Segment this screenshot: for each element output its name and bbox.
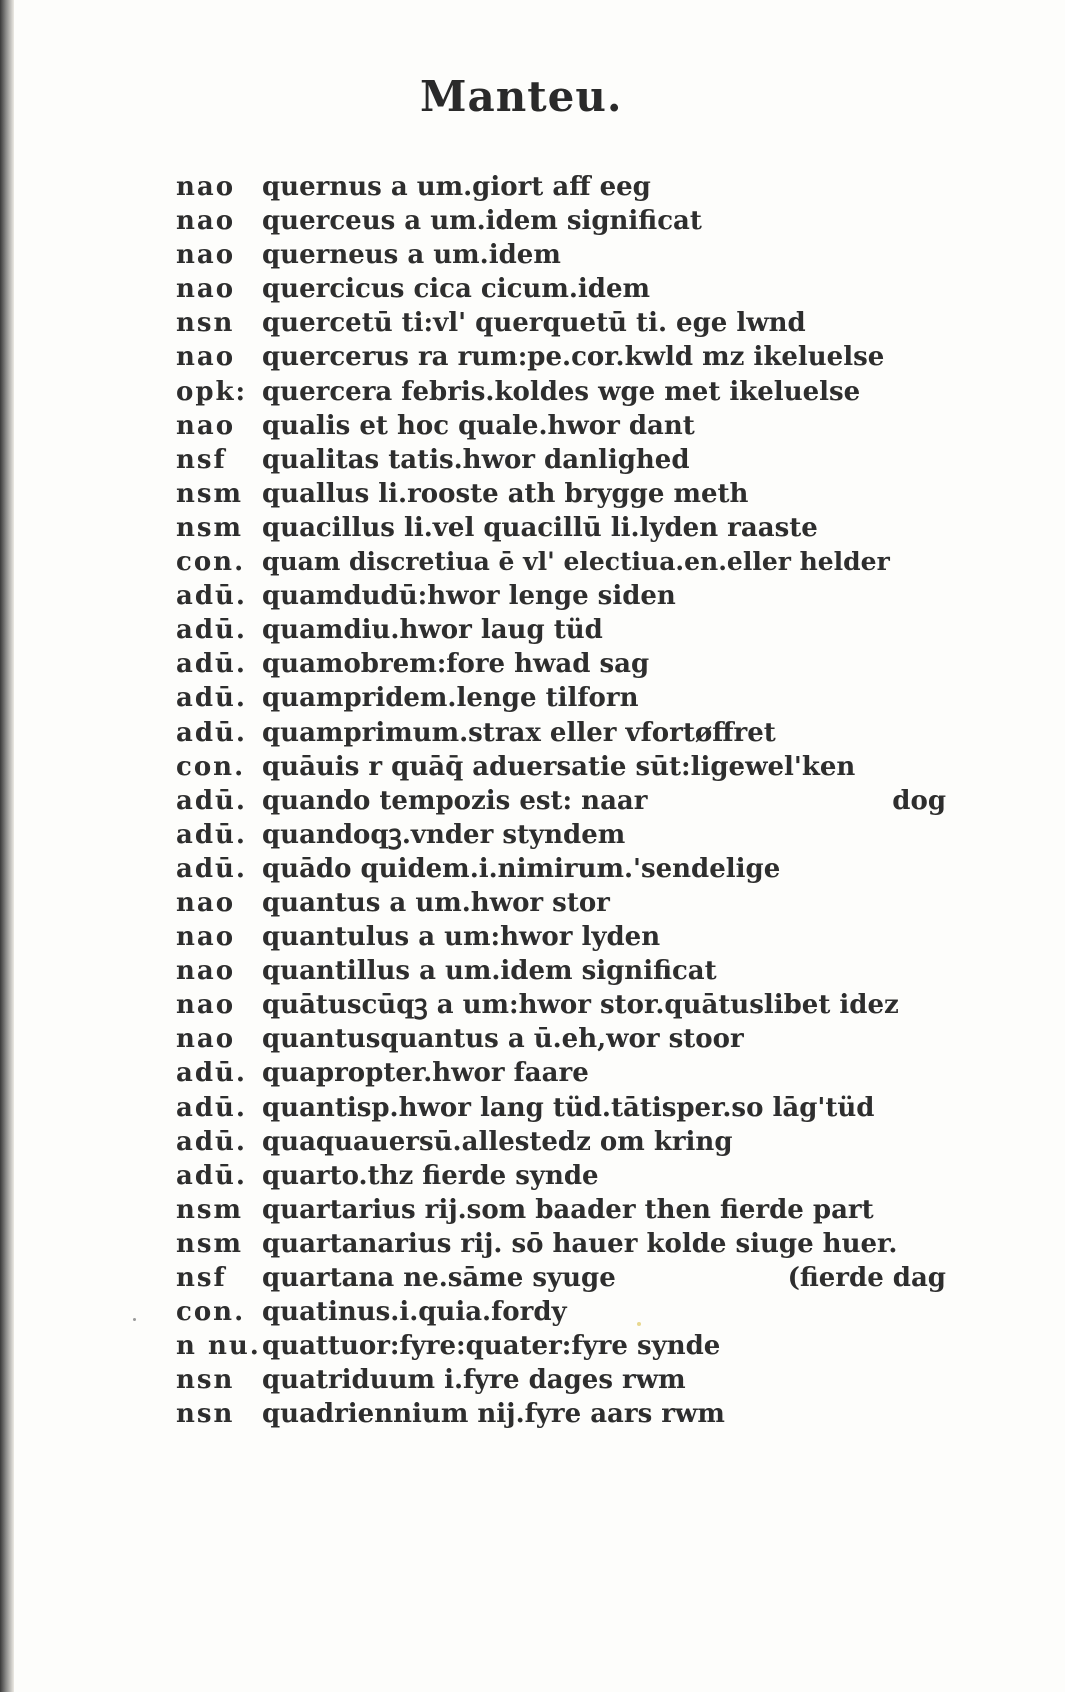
dictionary-entry	[176, 852, 946, 886]
entry-text: quantus a um.hwor stor	[262, 887, 610, 918]
entry-grammar-abbr: adū.	[176, 1160, 247, 1191]
entry-grammar-abbr: adū.	[176, 615, 247, 646]
entry-grammar-abbr: adū.	[176, 1126, 247, 1157]
entry-text: quapropter.hwor faare	[262, 1058, 589, 1089]
dictionary-entry	[176, 340, 946, 374]
entry-grammar-abbr: n nu.	[176, 1331, 261, 1362]
paper-speck	[637, 1322, 641, 1326]
dictionary-entry	[176, 716, 946, 750]
entry-grammar-abbr: nsf	[176, 444, 227, 475]
dictionary-entry	[176, 1159, 946, 1193]
dictionary-entry	[176, 238, 946, 272]
dictionary-entry	[176, 1022, 946, 1056]
entry-text: quarto.thz fierde synde	[262, 1160, 599, 1191]
dictionary-entry	[176, 920, 946, 954]
entry-grammar-abbr: adū.	[176, 1058, 247, 1089]
entry-text: quantisp.hwor lang tüd.tātisper.so lāg'tüd	[262, 1092, 875, 1123]
dictionary-entry	[176, 647, 946, 681]
entry-text: quattuor:fyre:quater:fyre synde	[262, 1331, 721, 1362]
entry-grammar-abbr: adū.	[176, 1092, 247, 1123]
entry-grammar-abbr: adū.	[176, 785, 247, 816]
entry-text: qualitas tatis.hwor danlighed	[262, 444, 690, 475]
dictionary-entry	[176, 545, 946, 579]
dictionary-entry	[176, 1091, 946, 1125]
entry-grammar-abbr: con.	[176, 547, 246, 578]
entry-text: quernus a um.giort aff eeg	[262, 172, 651, 202]
dictionary-entry	[176, 750, 946, 784]
entry-text: querneus a um.idem	[262, 240, 561, 271]
entry-text: quamdudū:hwor lenge siden	[262, 581, 676, 612]
dictionary-entry	[176, 1193, 946, 1227]
dictionary-entry	[176, 681, 946, 715]
entry-grammar-abbr: nao	[176, 887, 236, 918]
dictionary-entry	[176, 409, 946, 443]
entry-grammar-abbr: nao	[176, 172, 236, 202]
entry-text: quampridem.lenge tilforn	[262, 683, 639, 714]
dictionary-entry	[176, 1227, 946, 1261]
entry-grammar-abbr: nsm	[176, 1194, 244, 1225]
dictionary-entry	[176, 579, 946, 613]
entry-grammar-abbr: nsm	[176, 1228, 244, 1259]
dictionary-entry	[176, 204, 946, 238]
page-edge-shadow	[0, 0, 14, 1692]
dictionary-entry	[176, 784, 946, 818]
entry-grammar-abbr: nsf	[176, 1263, 227, 1293]
entry-grammar-abbr: nao	[176, 922, 236, 953]
entry-text: quamprimum.strax eller vfortøffret	[262, 717, 776, 748]
entry-grammar-abbr: adū.	[176, 683, 247, 714]
dictionary-entry	[176, 988, 946, 1022]
dictionary-entries	[176, 170, 946, 1431]
entry-text: quamobrem:fore hwad sag	[262, 649, 650, 680]
entry-text: quamdiu.hwor laug tüd	[262, 615, 603, 646]
entry-grammar-abbr: adū.	[176, 581, 247, 612]
dictionary-entry	[176, 1295, 946, 1329]
entry-grammar-abbr: nsm	[176, 478, 244, 509]
dictionary-entry	[176, 443, 946, 477]
entry-text: quallus li.rooste ath brygge meth	[262, 478, 749, 509]
entry-grammar-abbr: nsn	[176, 1365, 235, 1396]
dictionary-entry	[176, 272, 946, 306]
entry-text: qualis et hoc quale.hwor dant	[262, 410, 695, 441]
entry-grammar-abbr: nao	[176, 410, 236, 441]
entry-grammar-abbr: adū.	[176, 853, 247, 884]
dictionary-entry	[176, 818, 946, 852]
dictionary-entry	[176, 511, 946, 545]
dictionary-entry	[176, 306, 946, 340]
entry-text: quatriduum i.fyre dages rwm	[262, 1365, 686, 1396]
entry-text: quantillus a um.idem significat	[262, 956, 717, 987]
dictionary-entry	[176, 170, 946, 204]
entry-text: quercetū ti:vl' querquetū ti. ege lwnd	[262, 308, 806, 339]
entry-text: quantulus a um:hwor lyden	[262, 922, 661, 953]
dictionary-entry	[176, 1329, 946, 1363]
entry-grammar-abbr: opk:	[176, 376, 248, 407]
dictionary-entry	[176, 1363, 946, 1397]
dictionary-entry	[176, 375, 946, 409]
entry-text: quadriennium nij.fyre aars rwm	[262, 1399, 725, 1430]
entry-margin-text: dog	[892, 785, 946, 816]
entry-text: querceus a um.idem significat	[262, 206, 702, 237]
entry-text: quartana ne.sāme syuge	[262, 1263, 616, 1293]
entry-grammar-abbr: nsn	[176, 308, 235, 339]
entry-text: quercerus ra rum:pe.cor.kwld mz ikeluelse	[262, 342, 885, 373]
entry-text: quartanarius rij. sō hauer kolde siuge huer.	[262, 1228, 898, 1259]
entry-text: quando tempozis est: naar	[262, 785, 648, 816]
entry-text: quacillus li.vel quacillū li.lyden raaste	[262, 512, 818, 543]
entry-text: quercera febris.koldes wge met ikeluelse	[262, 376, 861, 407]
entry-text: quartarius rij.som baader then fierde part	[262, 1194, 874, 1225]
entry-grammar-abbr: nao	[176, 1024, 236, 1055]
ink-speck	[133, 1318, 136, 1321]
entry-grammar-abbr: nao	[176, 990, 236, 1021]
entry-grammar-abbr: con.	[176, 751, 246, 782]
entry-text: quandoqꝫ.vnder styndem	[262, 819, 626, 850]
entry-text: quādo quidem.i.nimirum.'sendelige	[262, 853, 781, 884]
entry-text: quam discretiua ē vl' electiua.en.eller helder	[262, 547, 890, 577]
entry-text: quātuscūqꝫ a um:hwor stor.quātuslibet idez	[262, 990, 899, 1021]
entry-text: quāuis r quāq̄ aduersatie sūt:ligewel'ken	[262, 751, 856, 782]
entry-grammar-abbr: con.	[176, 1297, 246, 1328]
entry-text: quatinus.i.quia.fordy	[262, 1297, 567, 1328]
entry-text: quercicus cica cicum.idem	[262, 274, 651, 305]
entry-grammar-abbr: nao	[176, 956, 236, 987]
entry-grammar-abbr: nao	[176, 206, 236, 237]
entry-grammar-abbr: nao	[176, 342, 236, 373]
dictionary-entry	[176, 1261, 946, 1295]
entry-grammar-abbr: adū.	[176, 649, 247, 680]
dictionary-entry	[176, 1056, 946, 1090]
dictionary-entry	[176, 1397, 946, 1431]
entry-grammar-abbr: adū.	[176, 819, 247, 850]
dictionary-entry	[176, 613, 946, 647]
entry-grammar-abbr: adū.	[176, 717, 247, 748]
entry-text: quaquauersū.allestedz om kring	[262, 1126, 733, 1157]
dictionary-entry	[176, 886, 946, 920]
entry-grammar-abbr: nsn	[176, 1399, 235, 1430]
entry-grammar-abbr: nsm	[176, 512, 244, 543]
entry-text: quantusquantus a ū.eh,wor stoor	[262, 1024, 744, 1055]
dictionary-entry	[176, 477, 946, 511]
entry-margin-text: (fierde dag	[787, 1263, 946, 1293]
page-heading: Manteu.	[420, 72, 623, 121]
dictionary-entry	[176, 954, 946, 988]
dictionary-entry	[176, 1125, 946, 1159]
entry-grammar-abbr: nao	[176, 240, 236, 271]
entry-grammar-abbr: nao	[176, 274, 236, 305]
